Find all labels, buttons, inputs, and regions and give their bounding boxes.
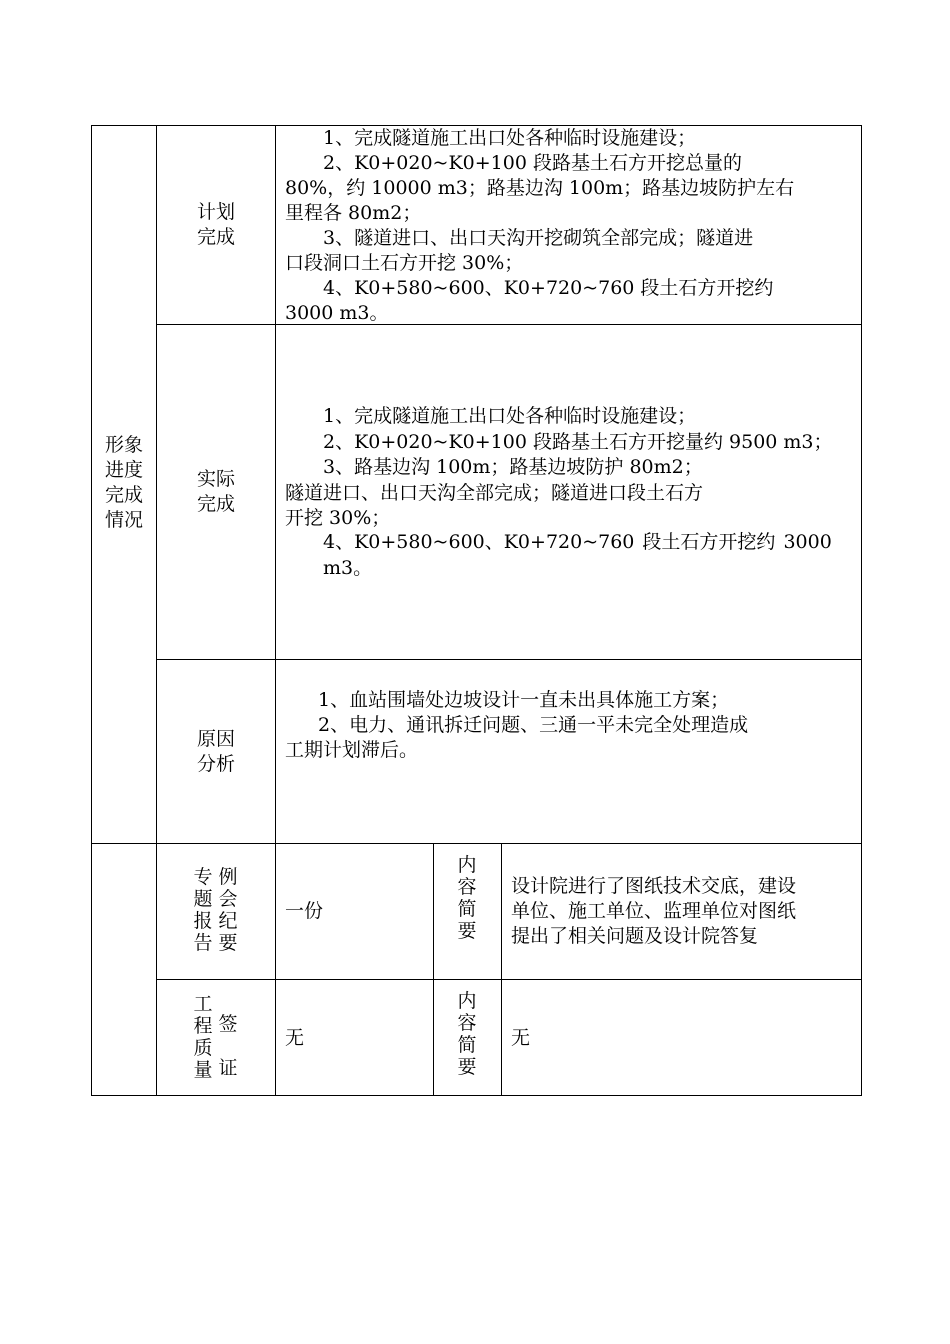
actual-line: 2、K0+020~K0+100 段路基土石方开挖量约 9500 m3； <box>323 431 833 453</box>
quality-summary-label: 内 容 简 要 <box>457 990 477 1078</box>
plan-label: 计划 完成 <box>196 201 235 248</box>
table-border-left <box>91 125 92 1096</box>
reason-line: 2、电力、通讯拆迁问题、三通一平未完全处理造成 <box>318 714 749 736</box>
actual-label: 实际 完成 <box>196 468 235 515</box>
quality-label-col1: 工 程 质 量 <box>193 993 213 1081</box>
actual-line: m3。 <box>323 557 373 579</box>
row-divider-meeting-quality <box>156 979 862 980</box>
plan-line: 2、K0+020~K0+100 段路基土石方开挖总量的 <box>323 152 742 174</box>
col-divider-1 <box>156 125 157 1096</box>
meeting-label-col2: 例 会 纪 要 <box>218 866 238 954</box>
meeting-value: 一份 <box>285 900 324 922</box>
meeting-summary-line: 设计院进行了图纸技术交底，建设 <box>511 875 797 897</box>
row-divider-actual-reason <box>156 659 862 660</box>
meeting-summary-line: 单位、施工单位、监理单位对图纸 <box>511 900 797 922</box>
plan-line: 3000 m3。 <box>285 302 389 324</box>
meeting-summary-label: 内 容 简 要 <box>457 854 477 942</box>
actual-line: 4、K0+580~600、K0+720~760 段土石方开挖约 3000 <box>323 531 832 553</box>
reason-label: 原因 分析 <box>196 728 235 775</box>
col-divider-2 <box>275 125 276 1096</box>
plan-line: 1、完成隧道施工出口处各种临时设施建设； <box>323 127 697 149</box>
plan-line: 80%，约 10000 m3；路基边沟 100m；路基边坡防护左右 <box>285 177 795 199</box>
quality-value: 无 <box>285 1027 305 1049</box>
row-divider-section <box>91 843 862 844</box>
quality-label-col2: 签 证 <box>218 1013 238 1079</box>
plan-line: 口段洞口土石方开挖 30%； <box>285 252 524 274</box>
reason-line: 工期计划滞后。 <box>285 739 419 761</box>
table-border-right <box>861 125 862 1096</box>
meeting-label-col1: 专 题 报 告 <box>193 866 213 954</box>
col-divider-3 <box>433 843 434 1096</box>
table-border-bottom <box>91 1095 862 1096</box>
quality-summary: 无 <box>511 1027 531 1049</box>
meeting-summary-line: 提出了相关问题及设计院答复 <box>511 925 759 947</box>
row-divider-plan-actual <box>156 324 862 325</box>
plan-line: 里程各 80m2； <box>285 202 422 224</box>
plan-line: 4、K0+580~600、K0+720~760 段土石方开挖约 <box>323 277 774 299</box>
actual-line: 1、完成隧道施工出口处各种临时设施建设； <box>323 405 697 427</box>
plan-line: 3、隧道进口、出口天沟开挖砌筑全部完成；隧道进 <box>323 227 754 249</box>
col-divider-4 <box>501 843 502 1096</box>
actual-line: 隧道进口、出口天沟全部完成；隧道进口段土石方 <box>285 482 704 504</box>
section-label: 形象 进度 完成 情况 <box>104 434 143 531</box>
reason-line: 1、血站围墙处边坡设计一直未出具体施工方案； <box>318 689 730 711</box>
actual-line: 3、路基边沟 100m；路基边坡防护 80m2； <box>323 456 703 478</box>
actual-line: 开挖 30%； <box>285 507 391 529</box>
